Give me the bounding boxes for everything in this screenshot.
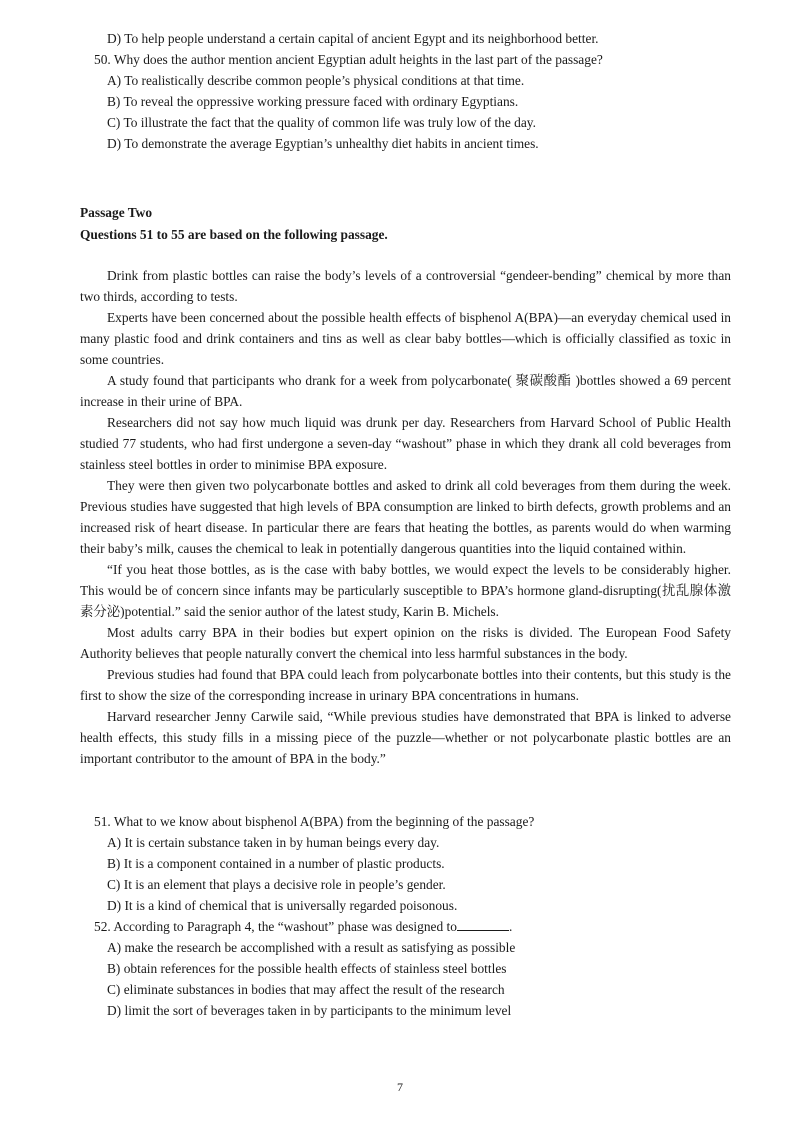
paragraph-1: Drink from plastic bottles can raise the body’s levels of a controversial “gendeer-bending” chemical by more than two thirds, according to tests. (80, 268, 731, 304)
question-stem-end: . (508, 919, 513, 934)
passage-body (80, 265, 731, 769)
option-c: C) It is an element that plays a decisive role in people’s gender. (107, 877, 446, 892)
paragraph-9: Harvard researcher Jenny Carwile said, “While previous studies have demonstrated that BPA is linked to adverse health effects, this study fills in a missing piece of the puzzle—whether or not polycarbonate plastic bottles are an important contributor to the amount of BPA in the body.” (80, 709, 731, 766)
option-b: B) obtain references for the possible health effects of stainless steel bottles (107, 961, 507, 976)
option-d: D) To help people understand a certain capital of ancient Egypt and its neighborhood better. (107, 31, 599, 46)
question-stem-line (80, 916, 515, 937)
option-a: A) make the research be accomplished with a result as satisfying as possible (107, 940, 516, 955)
option-d: D) It is a kind of chemical that is universally regarded poisonous. (107, 898, 458, 913)
option-b: B) To reveal the oppressive working pressure faced with ordinary Egyptians. (107, 94, 519, 109)
passage-instruction: Questions 51 to 55 are based on the following passage. (80, 227, 388, 242)
q49-continued (80, 28, 599, 49)
question-stem: 51. What to we know about bisphenol A(BPA) from the beginning of the passage? (94, 814, 535, 829)
paragraph-5: They were then given two polycarbonate bottles and asked to drink all cold beverages from them during the week. Previous studies have suggested that high levels of BPA consumption are linked to birth defects, growth problems and an increased risk of heart disease. In particular there are fears that heating the bottles, as parents would do when warming their baby’s milk, causes the chemical to leak in potentially dangerous quantities into the liquid contained within. (80, 478, 731, 556)
passage-title: Passage Two (80, 205, 153, 220)
passage-header (80, 202, 388, 246)
question-stem: 52. According to Paragraph 4, the “washout” phase was designed to (94, 919, 457, 934)
option-a: A) It is certain substance taken in by human beings every day. (107, 835, 440, 850)
page-number: 7 (397, 1080, 403, 1094)
question-50 (80, 49, 603, 154)
option-a: A) To realistically describe common people’s physical conditions at that time. (107, 73, 525, 88)
question-51 (80, 811, 534, 916)
paragraph-3: A study found that participants who drank for a week from polycarbonate( 聚碳酸酯 )bottles showed a 69 percent increase in their urine of BPA. (80, 373, 731, 409)
option-c: C) To illustrate the fact that the quality of common life was truly low of the day. (107, 115, 536, 130)
paragraph-6: “If you heat those bottles, as is the case with baby bottles, we would expect the levels to be considerably higher. This would be of concern since infants may be particularly susceptible to BPA’s hormone gland-disrupting(扰乱腺体激素分泌)potential.” said the senior author of the latest study, Karin B. Michels. (80, 562, 731, 619)
paragraph-7: Most adults carry BPA in their bodies but expert opinion on the risks is divided. The European Food Safety Authority believes that people naturally convert the chemical into less harmful substances in the body. (80, 625, 731, 661)
question-52 (80, 916, 515, 1021)
paragraph-2: Experts have been concerned about the possible health effects of bisphenol A(BPA)—an everyday chemical used in many plastic food and drink containers and tins as well as clear baby bottles—which is officially classified as toxic in some countries. (80, 310, 731, 367)
paragraph-4: Researchers did not say how much liquid was drunk per day. Researchers from Harvard School of Public Health studied 77 students, who had first undergone a seven-day “washout” phase in which they drank all cold beverages from stainless steel bottles in order to minimise BPA exposure. (80, 415, 731, 472)
answer-blank (457, 918, 509, 931)
paragraph-8: Previous studies had found that BPA could leach from polycarbonate bottles into their contents, but this study is the first to show the size of the corresponding increase in urinary BPA concentrations in humans. (80, 667, 731, 703)
option-c: C) eliminate substances in bodies that may affect the result of the research (107, 982, 505, 997)
option-d: D) To demonstrate the average Egyptian’s unhealthy diet habits in ancient times. (107, 136, 539, 151)
option-b: B) It is a component contained in a number of plastic products. (107, 856, 445, 871)
option-d: D) limit the sort of beverages taken in by participants to the minimum level (107, 1003, 512, 1018)
question-stem: 50. Why does the author mention ancient Egyptian adult heights in the last part of the passage? (94, 52, 603, 67)
